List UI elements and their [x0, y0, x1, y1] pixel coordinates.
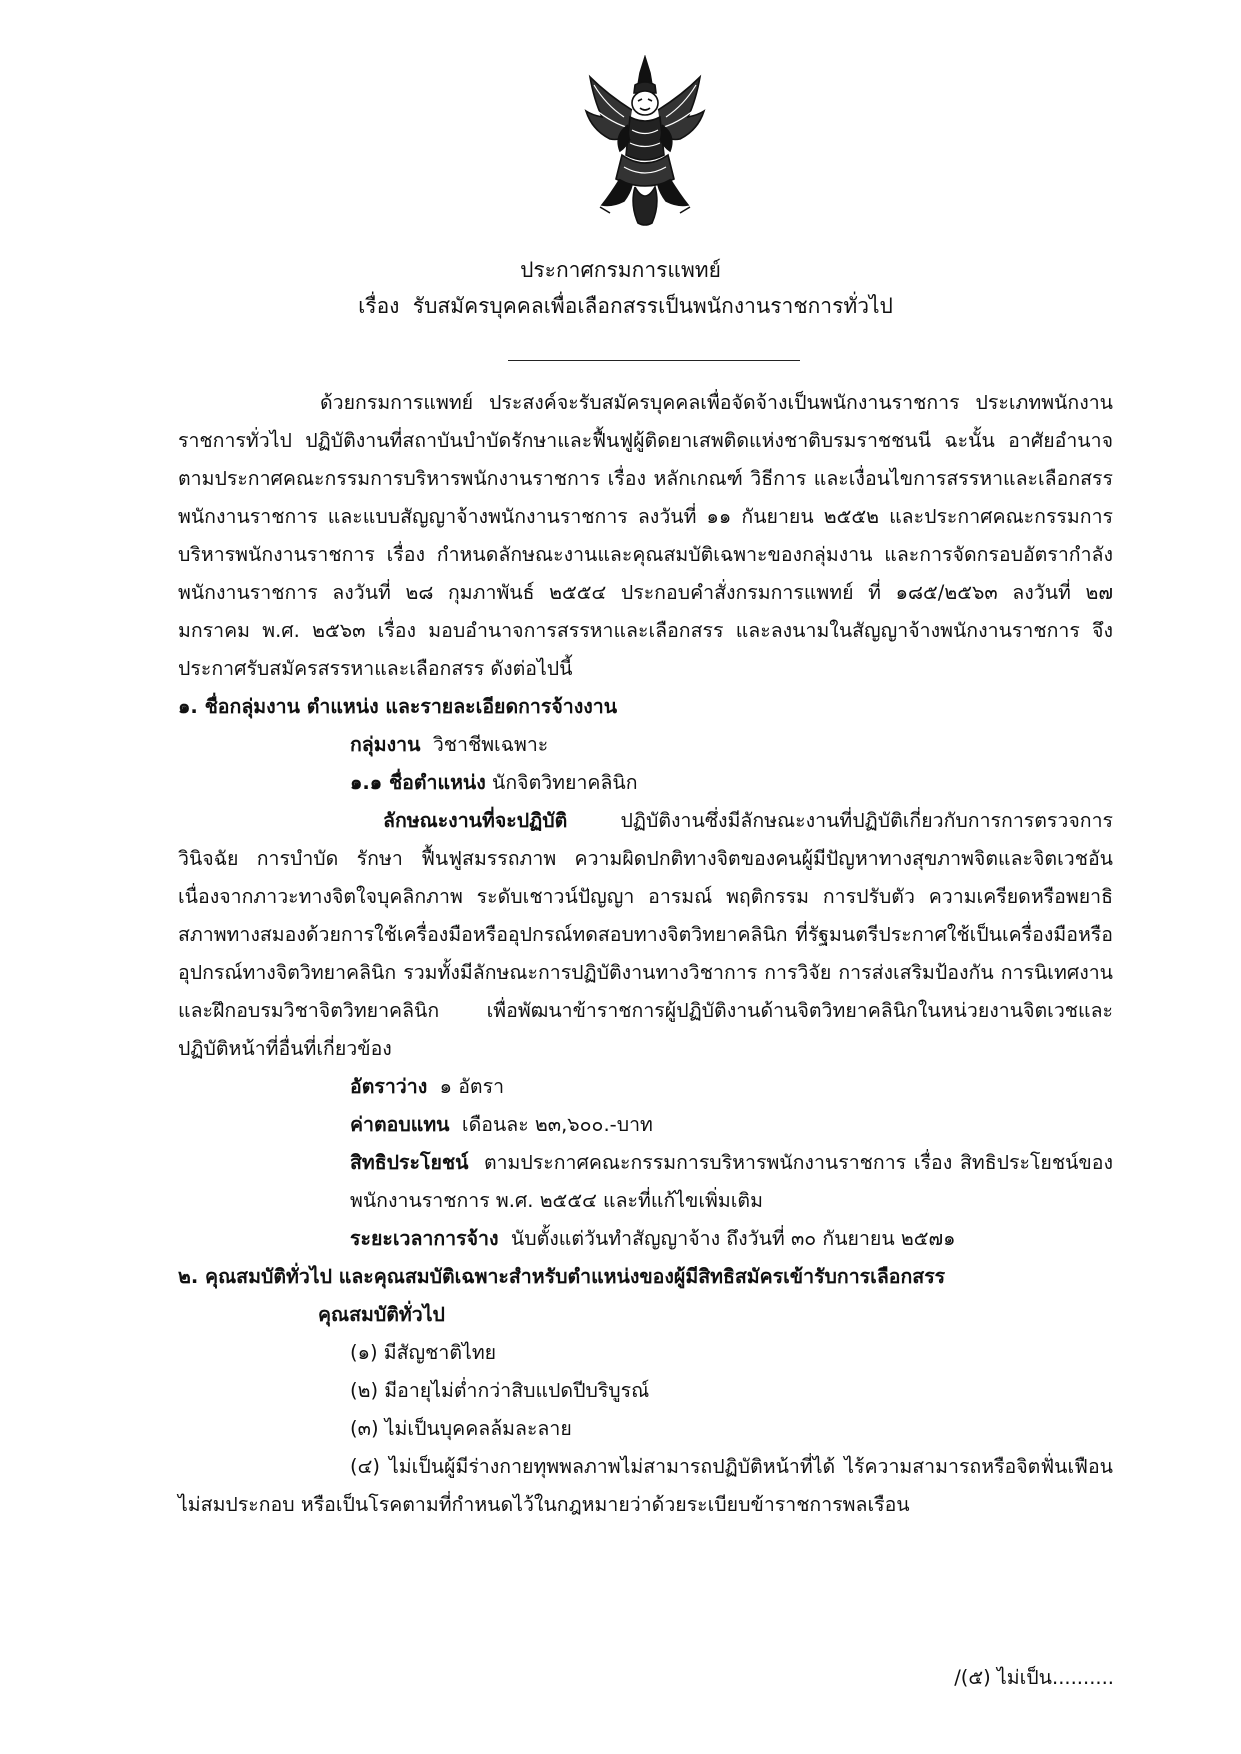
document-title-block [0, 252, 1241, 324]
section2-heading: ๒. คุณสมบัติทั่วไป และคุณสมบัติเฉพาะสำหรับตำแหน่งของผู้มีสิทธิสมัครเข้ารับการเลือกสรร [178, 1265, 946, 1288]
document-subject [10, 288, 1241, 324]
document-title: ประกาศกรมการแพทย์ [520, 258, 721, 282]
term-line [178, 1220, 1113, 1258]
duty-label: ลักษณะงานที่จะปฏิบัติ [383, 809, 568, 832]
vacancy-label: อัตราว่าง [350, 1075, 428, 1098]
continuation-marker: /(๕) ไม่เป็น.......... [954, 1666, 1114, 1689]
job-group-label: กลุ่มงาน [350, 733, 421, 756]
duty-paragraph [178, 802, 1113, 1068]
pay-value: เดือนละ ๒๓,๖๐๐.-บาท [461, 1113, 653, 1136]
subject-text: รับสมัครบุคคลเพื่อเลือกสรรเป็นพนักงานราชการทั่วไป [412, 294, 893, 318]
garuda-emblem-icon [580, 55, 710, 230]
document-body [178, 384, 1113, 1524]
position-value: นักจิตวิทยาคลินิก [492, 771, 638, 794]
section1-heading: ๑. ชื่อกลุ่มงาน ตำแหน่ง และรายละเอียดการจ้างงาน [178, 695, 618, 718]
qualification-item: (๒) มีอายุไม่ต่ำกว่าสิบแปดปีบริบูรณ์ [350, 1379, 650, 1402]
term-label: ระยะเวลาการจ้าง [350, 1227, 499, 1250]
position-line [178, 764, 1113, 802]
qualification-item: (๑) มีสัญชาติไทย [350, 1341, 497, 1364]
benefit-value: ตามประกาศคณะกรรมการบริหารพนักงานราชการ เรื่อง สิทธิประโยชน์ของพนักงานราชการ พ.ศ. ๒๕๕๔ และที่แก้ไขเพิ่มเติม [350, 1151, 1113, 1212]
title-divider [508, 360, 800, 361]
position-label: ๑.๑ ชื่อตำแหน่ง [350, 771, 486, 794]
vacancy-line [178, 1068, 1113, 1106]
pay-line [178, 1106, 1113, 1144]
term-value: นับตั้งแต่วันทำสัญญาจ้าง ถึงวันที่ ๓๐ กันยายน ๒๕๗๑ [510, 1227, 956, 1250]
benefit-paragraph [178, 1144, 1113, 1220]
duty-value: ปฏิบัติงานซึ่งมีลักษณะงานที่ปฏิบัติเกี่ยวกับการการตรวจการวินิจฉัย การบำบัด รักษา ฟื้นฟูสมรรถภาพ ความผิดปกติทางจิตของคนผู้มีปัญหาทางสุขภาพจิตและจิตเวชอันเนื่องจากภาวะทางจิตใจบุคลิกภาพ ระดับเชาวน์ปัญญา อารมณ์ พฤติกรรม การปรับตัว ความเครียดหรือพยาธิสภาพทางสมองด้วยการใช้เครื่องมือหรืออุปกรณ์ทดสอบทางจิตวิทยาคลินิก ที่รัฐมนตรีประกาศใช้เป็นเครื่องมือหรืออุปกรณ์ทางจิตวิทยาคลินิก รวมทั้งมีลักษณะการปฏิบัติงานทางวิชาการ การวิจัย การส่งเสริมป้องกัน การนิเทศงานและฝึกอบรมวิชาจิตวิทยาคลินิก เพื่อพัฒนาข้าราชการผู้ปฏิบัติงานด้านจิตวิทยาคลินิกในหน่วยงานจิตเวชและปฏิบัติหน้าที่อื่นที่เกี่ยวข้อง [178, 809, 1113, 1060]
benefit-label: สิทธิประโยชน์ [350, 1151, 469, 1174]
qualification-item: (๔) ไม่เป็นผู้มีร่างกายทุพพลภาพไม่สามารถปฏิบัติหน้าที่ได้ ไร้ความสามารถหรือจิตฟั่นเฟือนไม่สมประกอบ หรือเป็นโรคตามที่กำหนดไว้ในกฎหมายว่าด้วยระเบียบข้าราชการพลเรือน [178, 1455, 1113, 1516]
intro-paragraph: ด้วยกรมการแพทย์ ประสงค์จะรับสมัครบุคคลเพื่อจัดจ้างเป็นพนักงานราชการ ประเภทพนักงานราชการทั่วไป ปฏิบัติงานที่สถาบันบำบัดรักษาและฟื้นฟูผู้ติดยาเสพติดแห่งชาติบรมราชชนนี ฉะนั้น อาศัยอำนาจตามประกาศคณะกรรมการบริหารพนักงานราชการ เรื่อง หลักเกณฑ์ วิธีการ และเงื่อนไขการสรรหาและเลือกสรรพนักงานราชการ และแบบสัญญาจ้างพนักงานราชการ ลงวันที่ ๑๑ กันยายน ๒๕๕๒ และประกาศคณะกรรมการบริหารพนักงานราชการ เรื่อง กำหนดลักษณะงานและคุณสมบัติเฉพาะของกลุ่มงาน และการจัดกรอบอัตรากำลังพนักงานราชการ ลงวันที่ ๒๘ กุมภาพันธ์ ๒๕๕๔ ประกอบคำสั่งกรมการแพทย์ ที่ ๑๘๕/๒๕๖๓ ลงวันที่ ๒๗ มกราคม พ.ศ. ๒๕๖๓ เรื่อง มอบอำนาจการสรรหาและเลือกสรร และลงนามในสัญญาจ้างพนักงานราชการ จึงประกาศรับสมัครสรรหาและเลือกสรร ดังต่อไปนี้ [178, 391, 1113, 680]
qualification-item: (๓) ไม่เป็นบุคคลล้มละลาย [350, 1417, 572, 1440]
job-group-value: วิชาชีพเฉพาะ [432, 733, 549, 756]
subject-prefix: เรื่อง [358, 294, 400, 318]
job-group-line [178, 726, 1113, 764]
pay-label: ค่าตอบแทน [350, 1113, 450, 1136]
vacancy-value: ๑ อัตรา [439, 1075, 505, 1098]
section2-subheading: คุณสมบัติทั่วไป [318, 1303, 445, 1326]
